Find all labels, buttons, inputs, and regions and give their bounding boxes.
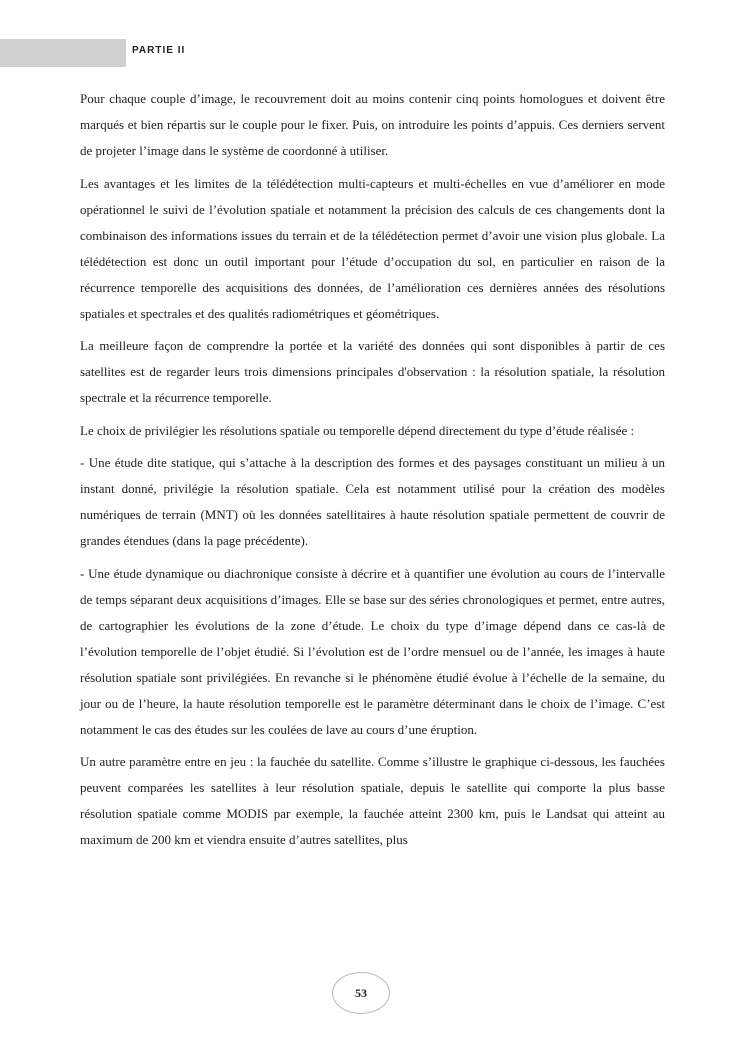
page-number: 53 (332, 972, 390, 1014)
section-label: PARTIE II (132, 45, 186, 56)
paragraph-2: Les avantages et les limites de la télédétection multi-capteurs et multi-échelles en vue d’améliorer en mode opérationnel le suivi de l’évolution spatiale et notamment la précision des calculs de ces changements dont la combinaison des informations issues du terrain et de la télédétection permet d’avoir une vision plus globale. La télédétection est donc un outil important pour l’étude d’occupation du sol, en particulier en raison de la récurrence temporelle des acquisitions des données, de l’amélioration ces dernières années des résolutions spatiales et spectrales et des qualités radiométriques et géométriques. (80, 175, 665, 321)
paragraph-6: - Une étude dynamique ou diachronique consiste à décrire et à quantifier une évolution au cours de l’intervalle de temps séparant deux acquisitions d’images. Elle se base sur des séries chronologiques et permet, entre autres, de cartographier les évolutions de la zone d’étude. Le choix du type d’image dépend dans ce cas-là de l’évolution temporelle de l’objet étudié. Si l’évolution est de l’ordre mensuel ou de l’année, les images à haute résolution spatiale sont privilégiées. En revanche si le phénomène étudié évolue à l’échelle de la semaine, du jour ou de l’heure, la haute résolution temporelle est le paramètre déterminant dans le choix de l’image. C’est notamment le cas des études sur les coulées de lave au cours d’une éruption. (80, 565, 665, 737)
paragraph-5: - Une étude dite statique, qui s’attache à la description des formes et des paysages constituant un milieu à un instant donné, privilégie la résolution spatiale. Cela est notamment utilisé pour la création des modèles numériques de terrain (MNT) où les données satellitaires à haute résolution spatiale permettent de couvrir de grandes étendues (dans la page précédente). (80, 455, 665, 548)
paragraph-3: La meilleure façon de comprendre la portée et la variété des données qui sont disponibles à partir de ces satellites est de regarder leurs trois dimensions principales d'observation : la résolution spatiale, la résolution spectrale et la récurrence temporelle. (80, 338, 665, 405)
paragraph-1: Pour chaque couple d’image, le recouvrement doit au moins contenir cinq points homologues et doivent être marqués et bien répartis sur le couple pour le fixer. Puis, on introduire les points d’appuis. Ces derniers servent de projeter l’image dans le système de coordonné à utiliser. (80, 91, 665, 158)
paragraph-7: Un autre paramètre entre en jeu : la fauchée du satellite. Comme s’illustre le graphique ci-dessous, les fauchées peuvent comparées les satellites à leur résolution spatiale, depuis le satellite qui comporte la plus basse résolution spatiale comme MODIS par exemple, la fauchée atteint 2300 km, puis le Landsat qui atteint au maximum de 200 km et viendra ensuite d’autres satellites, plus (80, 754, 665, 847)
header-bar (0, 39, 126, 67)
paragraph-4: Le choix de privilégier les résolutions spatiale ou temporelle dépend directement du type d’étude réalisée : (80, 422, 635, 438)
body-text (80, 86, 665, 860)
